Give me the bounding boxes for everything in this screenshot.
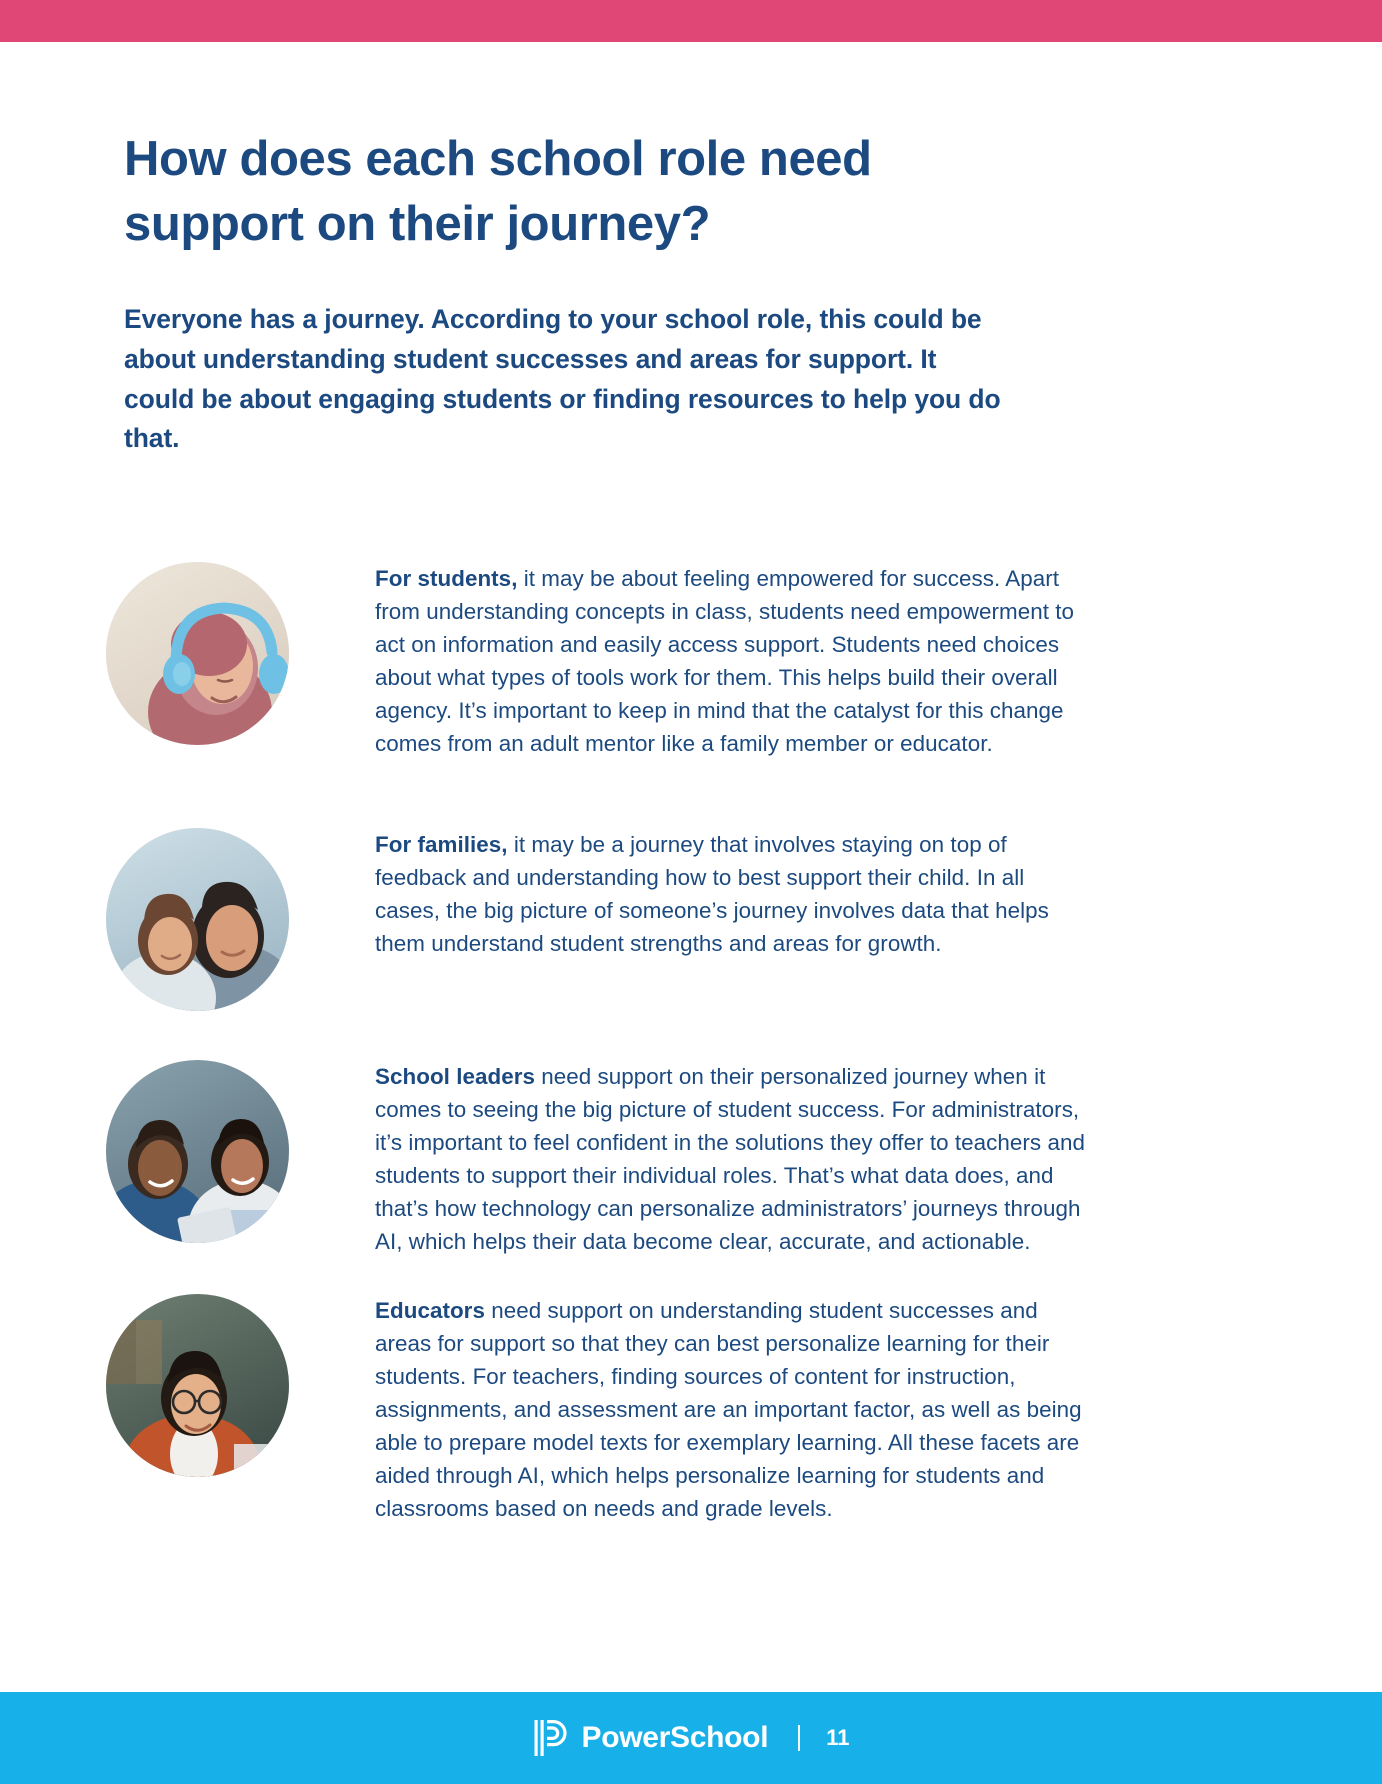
- role-lead-students: For students,: [375, 566, 518, 591]
- page-subtitle: Everyone has a journey. According to your school role, this could be about understanding student successes and areas for support. It could be about engaging students or finding resources to help you do that.: [124, 304, 1001, 454]
- page-content: [0, 42, 1382, 1692]
- powerschool-logo: [533, 1718, 769, 1758]
- role-text-school-leaders: [375, 1060, 1085, 1258]
- page-number: 11: [826, 1725, 850, 1750]
- role-item-students: [0, 490, 1382, 757]
- role-text-families: [375, 828, 1085, 960]
- powerschool-p-icon: [533, 1718, 569, 1758]
- brand-name: PowerSchool: [581, 1721, 769, 1754]
- footer-divider: [798, 1725, 800, 1751]
- two-educators-with-tablet-photo: [106, 1060, 289, 1243]
- role-text-educators: [375, 1294, 1085, 1525]
- role-body-educators: need support on understanding student successes and areas for support so that they can best personalize learning for their students. For teachers, finding sources of content for instruction, assignments, and assessment are an important factor, as well as being able to prepare model texts for exemplary learning. All these facets are aided through AI, which helps personalize learning for students and classrooms based on needs and grade levels.: [375, 1298, 1082, 1522]
- top-accent-bar: [0, 0, 1382, 42]
- footer-inner: [533, 1718, 850, 1758]
- role-lead-school-leaders: School leaders: [375, 1064, 535, 1089]
- role-lead-educators: Educators: [375, 1298, 485, 1323]
- roles-list: [0, 490, 1382, 1522]
- page-title: How does each school role need support on their journey?: [124, 132, 872, 252]
- parent-and-child-photo: [106, 828, 289, 1011]
- page-footer: [0, 1692, 1382, 1784]
- role-body-students: it may be about feeling empowered for success. Apart from understanding concepts in class, students need empowerment to act on information and easily access support. Students need choices about what types of tools work for them. This helps build their overall agency. It’s important to keep in mind that the catalyst for this change comes from an adult mentor like a family member or educator.: [375, 566, 1075, 757]
- role-lead-families: For families,: [375, 832, 508, 857]
- teacher-at-desk-photo: [106, 1294, 289, 1477]
- role-body-school-leaders: need support on their personalized journey when it comes to seeing the big picture of student success. For administrators, it’s important to feel confident in the solutions they offer to teachers and students to support their individual roles. That’s what data does, and that’s how technology can personalize administrators’ journeys through AI, which helps their data become clear, accurate, and actionable.: [375, 1064, 1085, 1255]
- role-body-families: it may be a journey that involves staying on top of feedback and understanding how to best support their child. In all cases, the big picture of someone’s journey involves data that helps them understand student strengths and areas for growth.: [375, 832, 1049, 957]
